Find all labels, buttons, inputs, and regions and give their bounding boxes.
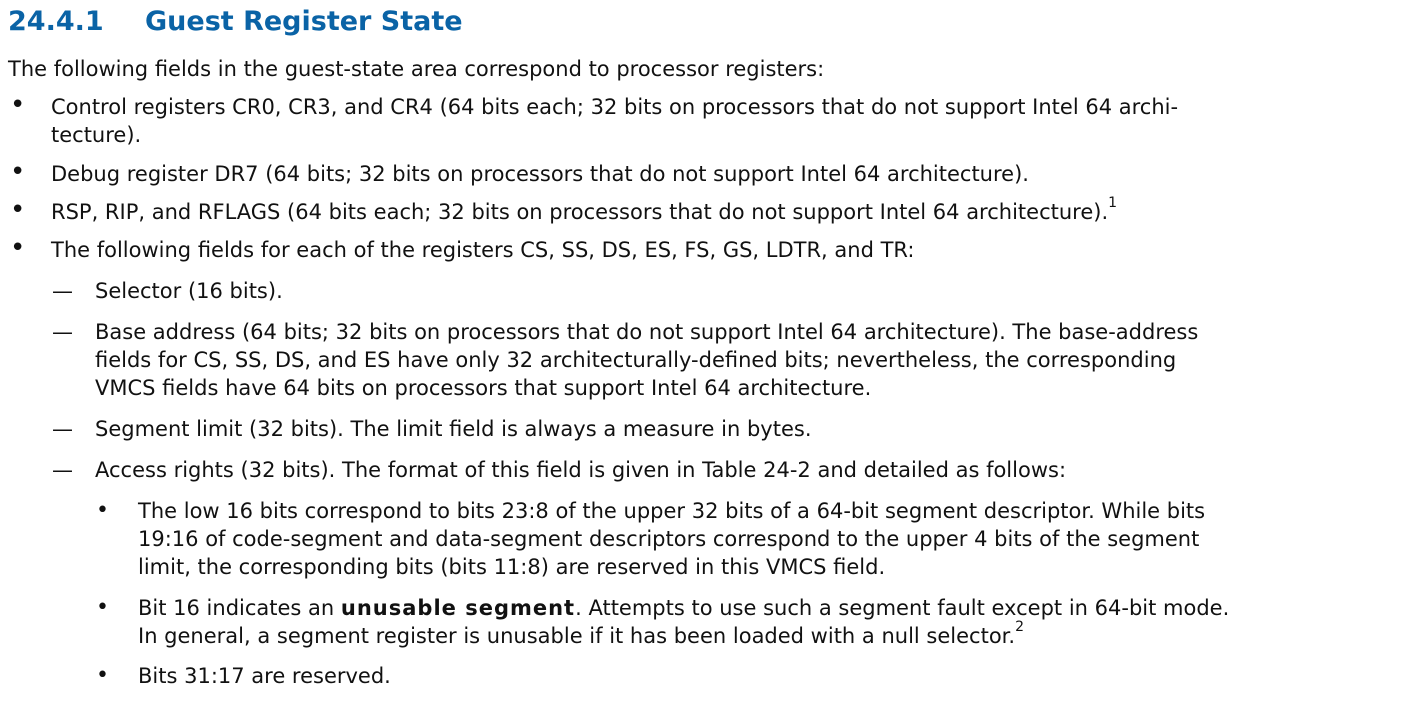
- section-title: Guest Register State: [145, 6, 463, 37]
- sub-item-base-line-3: VMCS fields have 64 bits on processors that support Intel 64 architecture.: [95, 376, 872, 400]
- bullet-marker: •: [10, 157, 26, 187]
- dash-marker: —: [52, 458, 73, 482]
- bullet-4-text: The following fields for each of the registers CS, SS, DS, ES, FS, GS, LDTR, and TR:: [51, 238, 915, 262]
- bullet-1-line-1: Control registers CR0, CR3, and CR4 (64 bits each; 32 bits on processors that do not support Intel 64 archi-: [51, 95, 1179, 119]
- bullet-marker: •: [10, 233, 26, 263]
- sub-sub-item-low-bits-line-2: 19:16 of code-segment and data-segment descriptors correspond to the upper 4 bits of the segment: [138, 527, 1200, 551]
- footnote-ref-1: 1: [1108, 195, 1118, 211]
- dash-marker: —: [52, 320, 73, 344]
- sub-sub-item-low-bits-line-1: The low 16 bits correspond to bits 23:8 of the upper 32 bits of a 64-bit segment descriptor. While bits: [138, 499, 1206, 523]
- sub-sub-item-bit16-line-2: [138, 619, 1024, 650]
- footnote-ref-2: 2: [1015, 619, 1024, 635]
- dash-marker: —: [52, 417, 73, 441]
- bit16-line-2-text: In general, a segment register is unusable if it has been loaded with a null selector.: [138, 624, 1016, 648]
- section-heading: [8, 4, 463, 40]
- intro-paragraph: The following fields in the guest-state area correspond to processor registers:: [8, 57, 825, 81]
- bit16-suffix: . Attempts to use such a segment fault except in 64-bit mode.: [575, 596, 1230, 620]
- sub-item-base-line-1: Base address (64 bits; 32 bits on processors that do not support Intel 64 architecture). The base-address: [95, 320, 1199, 344]
- bullet-3-body: RSP, RIP, and RFLAGS (64 bits each; 32 bits on processors that do not support Intel 64 architecture).: [51, 200, 1109, 224]
- sub-sub-item-low-bits-line-3: limit, the corresponding bits (bits 11:8) are reserved in this VMCS field.: [138, 555, 886, 579]
- sub-item-selector: Selector (16 bits).: [95, 279, 283, 303]
- bullet-marker: •: [10, 90, 26, 120]
- unusable-segment-term: unusable segment: [340, 596, 576, 620]
- sub-item-limit: Segment limit (32 bits). The limit field is always a measure in bytes.: [95, 417, 812, 441]
- bullet-1-line-2: tecture).: [51, 123, 142, 147]
- bullet-marker: •: [96, 595, 109, 620]
- bullet-3-text: [51, 195, 1118, 226]
- sub-sub-item-bit16-line-1: [138, 594, 1229, 622]
- bullet-marker: •: [96, 498, 109, 523]
- section-number: 24.4.1: [8, 6, 104, 37]
- bullet-marker: •: [96, 663, 109, 688]
- sub-item-access-rights: Access rights (32 bits). The format of this field is given in Table 24-2 and detailed as follows:: [95, 458, 1067, 482]
- bullet-2-text: Debug register DR7 (64 bits; 32 bits on processors that do not support Intel 64 architecture).: [51, 162, 1029, 186]
- dash-marker: —: [52, 279, 73, 303]
- sub-item-base-line-2: fields for CS, SS, DS, and ES have only 32 architecturally-defined bits; nevertheless, the corresponding: [95, 348, 1177, 372]
- bit16-prefix: Bit 16 indicates an: [138, 596, 341, 620]
- bullet-marker: •: [10, 195, 26, 225]
- sub-sub-item-reserved: Bits 31:17 are reserved.: [138, 664, 391, 688]
